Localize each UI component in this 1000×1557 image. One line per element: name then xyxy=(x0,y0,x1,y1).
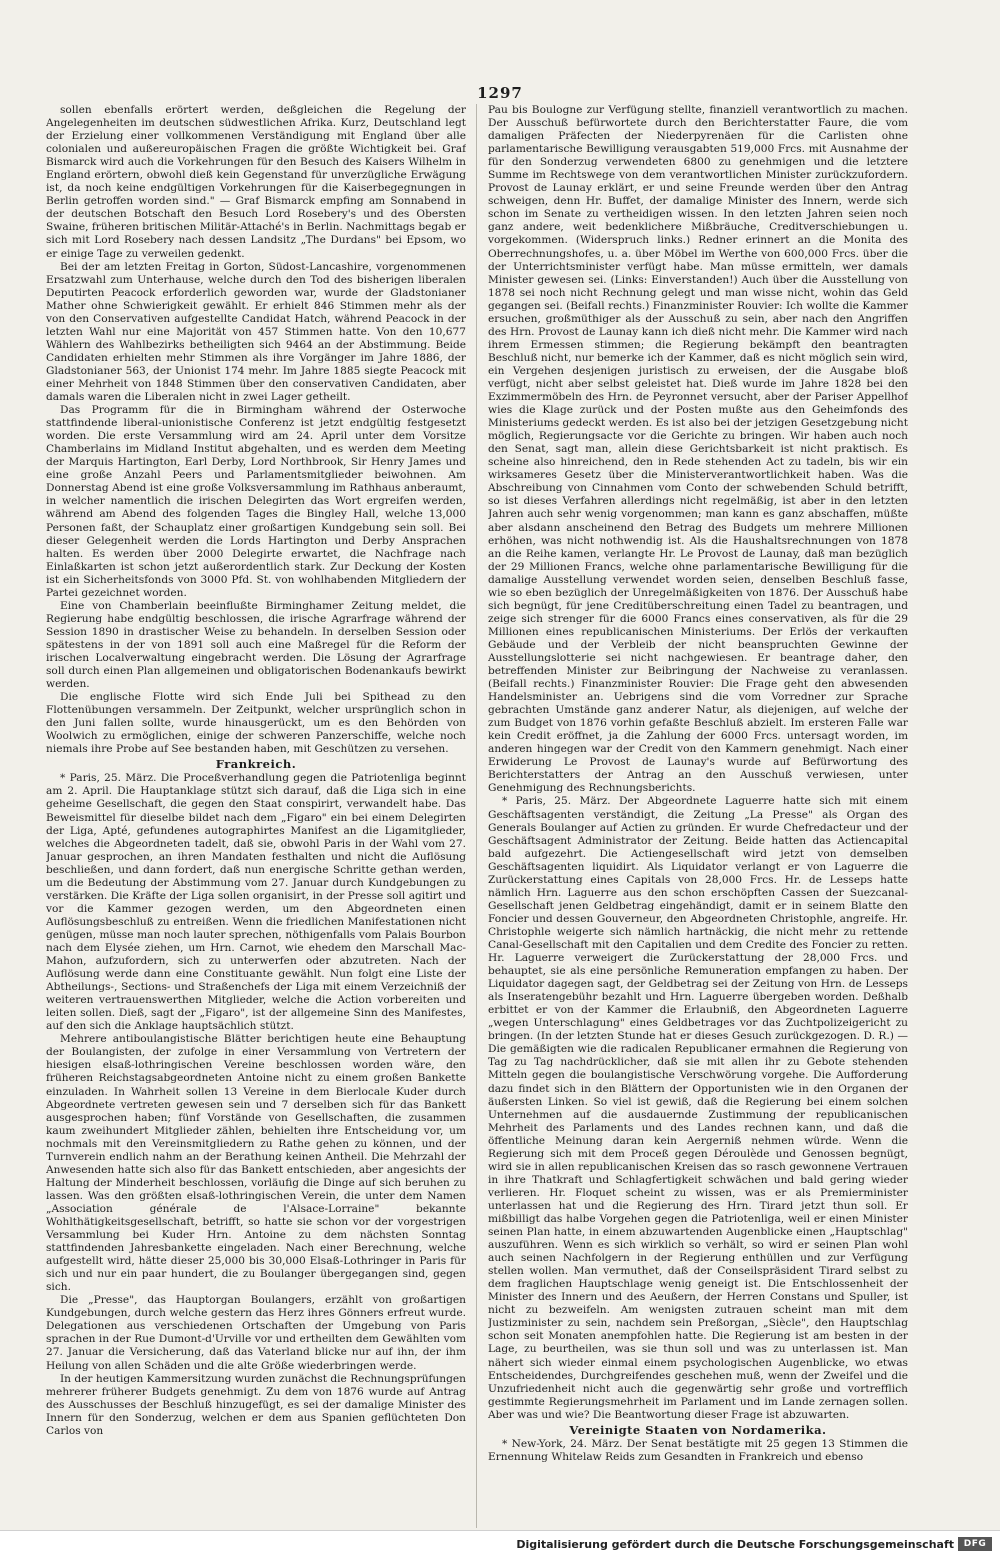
dfg-logo: DFG xyxy=(958,1537,992,1551)
article-paragraph: sollen ebenfalls erörtert werden, deßgleichen die Regelung der Angelegenheiten im deutschen südwestlichen Afrika. Kurz, Deutschland legt der Erzielung einer vollkommenen Verständigung mit England über alle colonialen und außereuropäischen Fragen die größte Wichtigkeit bei. Graf Bismarck wird auch die Vorkehrungen für den Besuch des Kaisers Wilhelm in England erörtern, obwohl dieß kein Gegenstand für unverzügliche Erwägung ist, da noch keine endgültigen Vorkehrungen für die Kaiserbegegnungen in Berlin getroffen worden sind." — Graf Bismarck empfing am Sonnabend in der deutschen Botschaft den Besuch Lord Rosebery's und des Obersten Swaine, früheren britischen Militär-Attaché's in Berlin. Nachmittags begab er sich mit Lord Rosebery nach dessen Landsitz „The Durdans" bei Epsom, wo er einige Tage zu verweilen gedenkt. xyxy=(46,104,466,260)
section-heading-france: Frankreich. xyxy=(215,757,297,772)
article-paragraph: In der heutigen Kammersitzung wurden zunächst die Rechnungsprüfungen mehrerer früherer Budgets genehmigt. Zu dem von 1876 wurde auf Antrag des Ausschusses der Beschluß hinzugefügt, es sei der damalige Minister des Innern für den Sonderzug, welchen er dem aus Spanien geflüchteten Don Carlos von xyxy=(46,1372,466,1437)
article-paragraph: Bei der am letzten Freitag in Gorton, Südost-Lancashire, vorgenommenen Ersatzwahl zum Unterhause, welche durch den Tod des bisherigen liberalen Deputirten Peacock erforderlich geworden war, wurde der Gladstonianer Mather ohne Schwierigkeit gewählt. Er erhielt 846 Stimmen mehr als der von den Conservativen aufgestellte Candidat Hatch, während Peacock in der letzten Wahl nur eine Majorität von 457 Stimmen hatte. Von den 10,677 Wählern des Wahlbezirks betheiligten sich 9464 an der Abstimmung. Beide Candidaten erhielten mehr Stimmen als ihre Vorgänger im Jahre 1886, der Gladstonianer 563, der Unionist 174 mehr. Im Jahre 1885 siegte Peacock mit einer Mehrheit von 1848 Stimmen über den conservativen Candidaten, aber damals waren die Liberalen nicht in zwei Lager getheilt. xyxy=(46,260,466,404)
left-column xyxy=(46,104,466,1528)
section-heading-usa: Vereinigte Staaten von Nordamerika. xyxy=(569,1422,827,1437)
page-number: 1297 xyxy=(477,84,523,102)
article-paragraph: * Paris, 25. März. Die Proceßverhandlung gegen die Patriotenliga beginnt am 2. April. Die Hauptanklage stützt sich darauf, daß die Liga sich in eine geheime Gesellschaft, die gegen den Staat conspirirt, verwandelt habe. Das Beweismittel für dieselbe bildet nach dem „Figaro" ein bei einem Delegirten der Liga, Apté, gefundenes autographirtes Manifest an die Ligamitglieder, welches die Abgeordneten tadelt, daß sie, obwohl Paris in der Wahl vom 27. Januar gesprochen, an ihren Mandaten festhalten und nicht die Auflösung beschließen, und dann fordert, daß nun energische Schritte gethan werden, um die Bedeutung der Abstimmung vom 27. Januar durch Kundgebungen zu verstärken. Die Kräfte der Liga sollen organisirt, in der Presse soll agitirt und vor die Kammer gezogen werden, um den Abgeordneten einen Auflösungsbeschluß zu entreißen. Wenn die friedlichen Manifestationen nicht genügen, müsse man noch lauter sprechen, nöthigenfalls vom Palais Bourbon nach dem Elysée ziehen, um Hrn. Carnot, wie ehedem den Marschall Mac-Mahon, aufzufordern, sich zu unterwerfen oder abzutreten. Nach der Auflösung werde dann eine Constituante gewählt. Nun folgt eine Liste der Abtheilungs-, Sections- und Straßenchefs der Liga mit einem Verzeichniß der weiteren vertrauenswerthen Mitglieder, welche die Action vorbereiten und leiten sollen. Dieß, sagt der „Figaro", ist der allgemeine Sinn des Manifestes, auf den sich die Anklage hauptsächlich stützt. xyxy=(46,772,466,1033)
digitization-footer xyxy=(0,1530,1000,1557)
footer-credit-text: Digitalisierung gefördert durch die Deutsche Forschungsgemeinschaft xyxy=(516,1538,954,1551)
article-paragraph: Mehrere antiboulangistische Blätter berichtigen heute eine Behauptung der Boulangisten, der zufolge in einer Versammlung von Vertretern der hiesigen elsaß-lothringischen Vereine beschlossen worden wäre, den früheren Reichstagsabgeordneten Antoine nicht zu einem großen Bankette einzuladen. In Wahrheit sollen 13 Vereine in dem Bierlocale Kuder durch Abgeordnete vertreten gewesen sein und 7 derselben sich für das Bankett ausgesprochen haben; fünf Vorstände von Gesellschaften, die zusammen kaum zweihundert Mitglieder zählen, behielten ihre Entscheidung vor, um nochmals mit den Vereinsmitgliedern zu Rathe gehen zu können, und der Turnverein endlich nahm an der Berathung keinen Antheil. Die Mehrzahl der Anwesenden hatte sich also für das Bankett entschieden, aber angesichts der Haltung der Minderheit beschlossen, vorläufig die Dinge auf sich beruhen zu lassen. Was den größten elsaß-lothringischen Verein, die unter dem Namen „Association générale de l'Alsace-Lorraine" bekannte Wohlthätigkeitsgesellschaft, betrifft, so hatte sie schon vor der vorgestrigen Versammlung bei Kuder Hrn. Antoine zu dem nächsten Sonntag stattfindenden Jahresbankette eingeladen. Nach einer Berechnung, welche aufgestellt wird, hätte dieser 25,000 bis 30,000 Elsaß-Lothringer in Paris für sich und nur ein paar hundert, die zu Boulanger übergegangen sind, gegen sich. xyxy=(46,1033,466,1294)
column-divider xyxy=(476,104,477,1528)
article-paragraph: Die „Presse", das Hauptorgan Boulangers, erzählt von großartigen Kundgebungen, durch welche gestern das Herz ihres Gönners erfreut wurde. Delegationen aus verschiedenen Ortschaften der Umgebung von Paris sprachen in der Rue Dumont-d'Urville vor und ertheilten dem Gewählten vom 27. Januar die Versicherung, daß das Vaterland blicke nur auf ihn, der ihm Heilung von allen Schäden und die alte Größe wiederbringen werde. xyxy=(46,1294,466,1372)
article-paragraph: * Paris, 25. März. Der Abgeordnete Laguerre hatte sich mit einem Geschäftsagenten verständigt, die Zeitung „La Presse" als Organ des Generals Boulanger auf Actien zu gründen. Er wurde Chefredacteur und der Geschäftsagent Administrator der Zeitung. Beide hatten das Actiencapital bald aufgezehrt. Die Actiengesellschaft wird jetzt von demselben Geschäftsagenten liquidirt. Als Liquidator verlangt er von Laguerre die Zurückerstattung eines Capitals von 28,000 Frcs. Hr. de Lesseps hatte nämlich Hrn. Laguerre aus den schon erschöpften Cassen der Suezcanal-Gesellschaft jenen Geldbetrag eingehändigt, damit er in seinem Blatte den Foncier und dessen Gouverneur, den Abgeordneten Christophle, angreife. Hr. Christophle weigerte sich nämlich hartnäckig, die nicht mehr zu rettende Canal-Gesellschaft mit den Capitalien und dem Credite des Foncier zu retten. Hr. Laguerre verweigert die Zurückerstattung der 28,000 Frcs. und behauptet, sie als eine persönliche Remuneration empfangen zu haben. Der Liquidator dagegen sagt, der Geldbetrag sei der Zeitung von Hrn. de Lesseps als Inseratengebühr bezahlt und Hrn. Laguerre übergeben worden. Deßhalb erbittet er von der Kammer die Erlaubniß, den Abgeordneten Laguerre „wegen Unterschlagung" eines Geldbetrages vor das Zuchtpolizeigericht zu bringen. (In der letzten Stunde hat er dieses Gesuch zurückgezogen. D. R.) — Die gemäßigten wie die radicalen Republicaner ermahnen die Regierung von Tag zu Tag nachdrücklicher, daß sie mit allen ihr zu Gebote stehenden Mitteln gegen die boulangistische Verschwörung vorgehe. Die Aufforderung dazu findet sich in den Blättern der Opportunisten wie in den Organen der äußersten Linken. So viel ist gewiß, daß die Regierung bei einem solchen Unternehmen auf die ausdauernde Zustimmung der republicanischen Mehrheit des Parlaments und des Landes rechnen kann, und daß die öffentliche Meinung daran kein Aergerniß nehmen würde. Wenn die Regierung sich mit dem Proceß gegen Déroulède und Genossen begnügt, wird sie in allen republicanischen Kreisen das so rasch gewonnene Vertrauen in ihre Thatkraft und Schlagfertigkeit schwächen und bald gering wieder verlieren. Hr. Floquet scheint zu wissen, was er als Premierminister unterlassen hat und die Regierung des Hrn. Tirard jetzt thun soll. Er mißbilligt das halbe Vorgehen gegen die Patriotenliga, weil er einen Minister seinen Plan hatte, in einem abzuwartenden Augenblicke einen „Hauptschlag" auszuführen. Wenn es sich wirklich so verhält, so wird er seinen Plan wohl auch seinen Nachfolgern in der Regierung enthüllen und zur Verfügung stellen wollen. Man vermuthet, daß der Conseilspräsident Tirard selbst zu dem fraglichen Hauptschlage wenig geneigt ist. Die Entschlossenheit der Minister des Innern und des Aeußern, der Herren Constans und Spuller, ist nicht zu bezweifeln. Am wenigsten zutrauen scheint man mit dem Justizminister zu sein, nachdem sein Preßorgan, „Siècle", den Hauptschlag schon seit Monaten anempfohlen hatte. Die Regierung ist am besten in der Lage, zu beurtheilen, was sie thun soll und was zu unterlassen ist. Man nähert sich wieder einmal einem psychologischen Augenblicke, wo etwas Entscheidendes, Durchgreifendes geschehen muß, wenn der Zweifel und die Unzufriedenheit nicht auch die gegenwärtig sehr große und vortrefflich gestimmte Regierungsmehrheit im Parlament und im Lande zernagen sollen. Aber was und wie? Die Beantwortung dieser Frage ist abzuwarten. xyxy=(488,795,908,1421)
right-column xyxy=(488,104,908,1528)
article-paragraph: Das Programm für die in Birmingham während der Osterwoche stattfindende liberal-unionistische Conferenz ist jetzt endgültig festgesetzt worden. Die erste Versammlung wird am 24. April unter dem Vorsitze Chamberlains im Midland Institut abgehalten, und es werden dem Meeting der Marquis Hartington, Earl Derby, Lord Northbrook, Sir Henry James und eine große Anzahl Peers und Parlamentsmitglieder beiwohnen. Am Donnerstag Abend ist eine große Volksversammlung im Rathhaus anberaumt, in welcher namentlich die irischen Delegirten das Wort ergreifen werden, während am Abend des folgenden Tages die Bingley Hall, welche 13,000 Personen faßt, der Schauplatz einer großartigen Kundgebung sein soll. Bei dieser Gelegenheit werden die Lords Hartington und Derby Ansprachen halten. Es werden über 2000 Delegirte erwartet, die Nachfrage nach Einlaßkarten ist schon jetzt außerordentlich stark. Zur Deckung der Kosten ist ein Sicherheitsfonds von 3000 Pfd. St. von wohlhabenden Mitgliedern der Partei gezeichnet worden. xyxy=(46,404,466,599)
article-paragraph: * New-York, 24. März. Der Senat bestätigte mit 25 gegen 13 Stimmen die Ernennung Whitelaw Reids zum Gesandten in Frankreich und ebenso xyxy=(488,1437,908,1463)
article-paragraph: Eine von Chamberlain beeinflußte Birminghamer Zeitung meldet, die Regierung habe endgültig beschlossen, die irische Agrarfrage während der Session 1890 in drastischer Weise zu behandeln. In derselben Session oder spätestens in der von 1891 soll auch eine Maßregel für die Reform der irischen Localverwaltung eingebracht werden. Die Lösung der Agrarfrage soll durch einen Plan allgemeinen und obligatorischen Bodenankaufs bewirkt werden. xyxy=(46,599,466,691)
article-paragraph: Pau bis Boulogne zur Verfügung stellte, finanziell verantwortlich zu machen. Der Ausschuß befürwortete durch den Berichterstatter Faure, die vom damaligen Präfecten der Niederpyrenäen für die Carlisten ohne parlamentarische Bewilligung verausgabten 519,000 Frcs. mit Ausnahme der für den Sonderzug verwendeten 6800 zu genehmigen und die letztere Summe im Rechtswege von dem verantwortlichen Minister zurückzufordern. Provost de Launay erklärt, er und seine Freunde werden über den Antrag schweigen, denn Hr. Buffet, der damalige Minister des Innern, werde sich schon im Senate zu vertheidigen wissen. In den letzten Jahren seien noch ganz andere, weit bedenklichere Mißbräuche, Creditverschiebungen u. vorgekommen. (Widerspruch links.) Redner erinnert an die Monita des Oberrechnungshofes, u. a. über Möbel im Werthe von 600,000 Frcs. über die der Unterrichtsminister verfügt habe. Man müsse ermitteln, wer damals Minister gewesen sei. (Links: Einverstanden!) Auch über die Ausstellung von 1878 sei noch nicht Rechnung gelegt und man wisse nicht, wohin das Geld gegangen sei. (Beifall rechts.) Finanzminister Rouvier: Ich wollte die Kammer ersuchen, großmüthiger als der Ausschuß zu sein, aber nach den Angriffen des Hrn. Provost de Launay kann ich dieß nicht mehr. Die Kammer wird nach ihrem Ermessen stimmen; die Regierung bekämpft den beantragten Beschluß nicht, nur bemerke ich der Kammer, daß es nicht möglich sein wird, ein Vergehen desjenigen juristisch zu erweisen, der die Ausgabe bloß verfügt, nicht aber selbst geleistet hat. Dieß wurde im Jahre 1828 bei den Exzimmermöbeln des Hrn. de Peyronnet versucht, aber der Pariser Appellhof wies die Klage zurück und der Posten mußte aus den Geheimfonds des Ministeriums gedeckt werden. Es ist also bei der jetzigen Gesetzgebung nicht möglich, Regierungsacte vor die Gerichte zu bringen. Wir haben auch noch den Senat, sagt man, allein diese Gerichtsbarkeit ist nicht praktisch. Es scheine also hinreichend, den in Rede stehenden Act zu tadeln, bis wir ein wirksameres Gesetz über die Ministerverantwortlichkeit haben. Was die Abschreibung von Cinnahmen vom Conto der schwebenden Schuld betrifft, so ist dieses Verfahren allerdings nicht regelmäßig, ist aber in den letzten Jahren auch sehr wenig vorgenommen; man kann es ganz abschaffen, müßte aber alsdann anscheinend den Betrag des Budgets um mehrere Millionen erhöhen, was nicht nothwendig ist. Als die Haushaltsrechnungen von 1878 an die Reihe kamen, verlangte Hr. Le Provost de Launay, daß man bezüglich der 29 Millionen Francs, welche ohne parlamentarische Bewilligung für die damalige Ausstellung verwendet worden seien, denselben Beschluß fasse, wie so eben bezüglich der Unregelmäßigkeiten von 1876. Der Ausschuß habe sich begnügt, für jene Creditüberschreitung einen Tadel zu beantragen, und zeige sich strenger für die 6000 Francs eines conservativen, als für die 29 Millionen eines republicanischen Ministeriums. Der Erlös der verkauften Gebäude und der Verbleib der nicht beanspruchten Gewinne der Ausstellungslotterie sei nicht nachgewiesen. Er beantrage daher, den betreffenden Minister zur Beibringung der Nachweise zu veranlassen. (Beifall rechts.) Finanzminister Rouvier: Die Frage geht den abwesenden Handelsminister an. Uebrigens sind die vom Vorredner zur Sprache gebrachten Umstände ganz anderer Natur, als diejenigen, auf welche der zum Budget von 1876 vorhin gefaßte Beschluß abzielt. Im ersteren Falle war kein Credit eröffnet, ja die Zahlung der 6000 Frcs. untersagt worden, im anderen hingegen war der Credit von den Kammern genehmigt. Nach einer Erwiderung Le Provost de Launay's wurde auf Befürwortung des Berichterstatters der Antrag an den Ausschuß verwiesen, unter Genehmigung des Rechnungsberichts. xyxy=(488,104,908,795)
article-paragraph: Die englische Flotte wird sich Ende Juli bei Spithead zu den Flottenübungen versammeln. Der Zeitpunkt, welcher ursprünglich schon in den Juni fallen sollte, wurde hinausgerückt, um es den Behörden von Woolwich zu ermöglichen, einige der schweren Panzerschiffe, welche noch niemals ihre Probe auf See bestanden haben, mit Geschützen zu versehen. xyxy=(46,691,466,756)
